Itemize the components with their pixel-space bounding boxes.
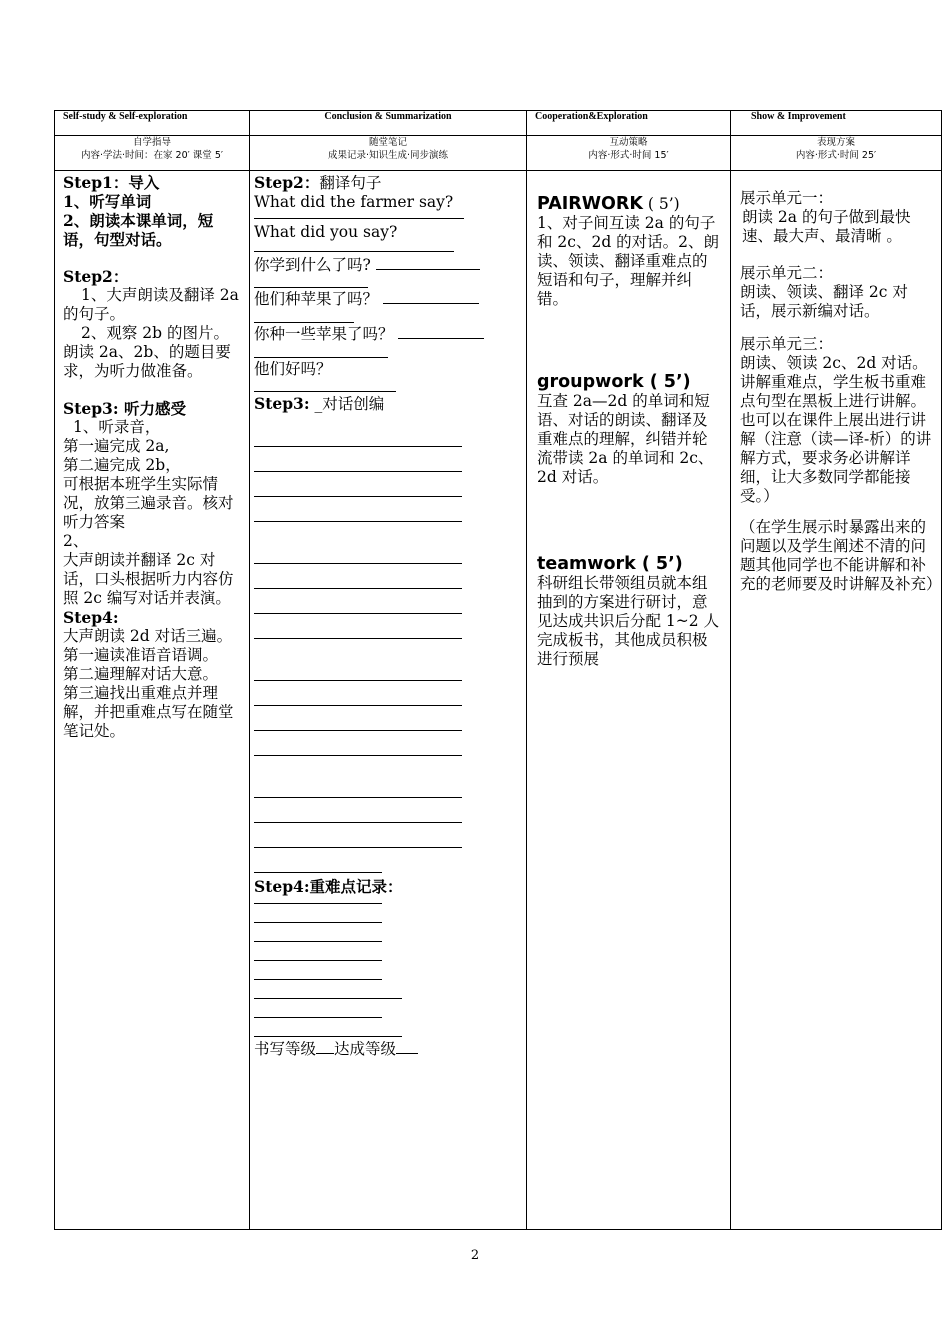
groupwork-text: 互查 2a—2d 的单词和短语、对话的朗读、翻译及重难点的理解，纠错并轮流带读 2a 的单词和 2c、2d 对话。	[537, 392, 714, 486]
show-cell	[731, 171, 942, 1230]
step4-line4: 第三遍找出重难点并理解，并把重难点写在随堂笔记处。	[63, 684, 234, 740]
subheader-self-study-line2: 内容·学法·时间：在家 20′ 课堂 5′	[80, 150, 224, 161]
writing-line[interactable]	[254, 1036, 402, 1037]
step3-line4: 可根据本班学生实际情况，放第三遍录音。核对听力答案	[63, 475, 234, 531]
step3-item2: 大声朗读并翻译 2c 对话，口头根据听力内容仿照 2c 编写对话并表演。	[63, 551, 234, 607]
teamwork-text: 科研组长带领组员就本组抽到的方案进行研讨，意见达成共识后分配 1~2 人完成板书，其他成员积极进行预展	[537, 574, 720, 668]
lesson-plan-table	[54, 110, 942, 1230]
writing-line[interactable]	[254, 588, 462, 589]
subheader-row	[55, 136, 942, 171]
step3-line3: 第二遍完成 2b，	[63, 456, 181, 474]
subheader-self-study-line1: 自学指导	[132, 137, 171, 148]
dialogue-lines-group2	[254, 563, 520, 639]
step4-line2: 第一遍读准语音语调。	[63, 646, 219, 664]
notes-step3-title: Step3:	[254, 394, 310, 413]
step2-item1: 1、大声朗读及翻译 2a 的句子。	[63, 286, 239, 323]
translate-q3: 你学到什么了吗?	[254, 256, 371, 274]
subheader-conclusion-line1: 随堂笔记	[368, 137, 407, 148]
writing-line[interactable]	[254, 822, 462, 823]
writing-line[interactable]	[254, 638, 462, 639]
subheader-cooperation-line1: 互动策略	[609, 137, 648, 148]
writing-line[interactable]	[254, 998, 402, 999]
translate-q5: 你种一些苹果了吗？	[254, 325, 394, 343]
translate-q4: 他们种苹果了吗？	[254, 290, 379, 308]
subheader-show-line2: 内容·形式·时间 25′	[795, 150, 877, 161]
writing-line[interactable]	[254, 613, 462, 614]
step1-item1: 1、听写单词	[63, 192, 152, 211]
answer-line[interactable]	[383, 302, 479, 304]
step4-line3: 第二遍理解对话大意。	[63, 665, 219, 683]
step2-title: Step2：	[63, 267, 129, 286]
subheader-cooperation-line2: 内容·形式·时间 15′	[588, 150, 669, 161]
notes-step4-title: Step4:重难点记录：	[254, 877, 403, 896]
teamwork-title: teamwork ( 5’)	[537, 554, 683, 574]
grade-blank[interactable]	[396, 1052, 418, 1054]
writing-line[interactable]	[254, 903, 382, 904]
writing-line[interactable]	[254, 496, 462, 497]
step3-title: Step3: 听力感受	[63, 399, 186, 418]
teacher-note: （在学生展示时暴露出来的问题以及学生阐述不清的问题其他同学也不能讲解和补充的老师要及时讲解及补充）	[740, 518, 942, 593]
answer-line[interactable]	[254, 357, 388, 358]
step4-title: Step4:	[63, 608, 119, 627]
dialogue-lines-group4	[254, 797, 520, 873]
writing-line[interactable]	[254, 847, 462, 848]
pairwork-title: PAIRWORK	[537, 194, 643, 214]
groupwork-title: groupwork ( 5’)	[537, 372, 691, 392]
header-cooperation: Cooperation&Exploration	[527, 111, 731, 136]
content-row	[55, 171, 942, 1230]
writing-line[interactable]	[254, 979, 382, 980]
subheader-show-line1: 表现方案	[816, 137, 855, 148]
writing-line[interactable]	[254, 755, 462, 756]
subheader-conclusion-line2: 成果记录·知识生成·同步演练	[327, 150, 449, 161]
unit2-title: 展示单元二：	[740, 264, 834, 282]
writing-line[interactable]	[254, 471, 462, 472]
step1-title: Step1：导入	[63, 173, 160, 192]
answer-line[interactable]	[254, 322, 354, 323]
self-study-cell	[55, 171, 250, 1230]
step4-line1: 大声朗读 2d 对话三遍。	[63, 627, 233, 645]
pairwork-text: 1、对子间互读 2a 的句子和 2c、2d 的对话。2、朗读、领读、翻译重难点的短语和句子，理解并纠错。	[537, 214, 720, 308]
subheader-show	[731, 136, 942, 171]
answer-line[interactable]	[398, 337, 484, 339]
writing-line[interactable]	[254, 563, 462, 564]
step3-item1: 1、听录音，	[73, 418, 161, 436]
dialogue-lines-group1	[254, 446, 520, 522]
unit1-text: 朗读 2a 的句子做到最快速、最大声、最清晰 。	[742, 208, 911, 245]
subheader-self-study	[55, 136, 250, 171]
answer-line[interactable]	[376, 268, 480, 270]
header-self-study: Self-study & Self-exploration	[55, 111, 250, 136]
writing-line[interactable]	[254, 797, 462, 798]
header-show: Show & Improvement	[731, 111, 942, 136]
step2-item2: 2、观察 2b 的图片。朗读 2a、2b、的题目要求，为听力做准备。	[63, 324, 231, 380]
notes-step3-sub: _对话创编	[314, 395, 385, 413]
writing-line[interactable]	[254, 1017, 382, 1018]
answer-line[interactable]	[254, 287, 368, 288]
writing-line[interactable]	[254, 521, 462, 522]
answer-line[interactable]	[254, 251, 454, 252]
header-conclusion: Conclusion & Summarization	[250, 111, 527, 136]
pairwork-time: ( 5’)	[642, 195, 680, 213]
unit1-title: 展示单元一：	[740, 189, 834, 207]
writing-grade-label: 书写等级	[254, 1040, 317, 1058]
writing-line[interactable]	[254, 922, 382, 923]
dialogue-lines-group3	[254, 680, 520, 756]
notes-cell	[250, 171, 527, 1230]
translate-q6: 他们好吗？	[254, 360, 332, 378]
writing-line[interactable]	[254, 730, 462, 731]
writing-line[interactable]	[254, 446, 462, 447]
step1-item2: 2、朗读本课单词，短语，句型对话。	[63, 211, 214, 249]
unit2-text: 朗读、领读、翻译 2c 对话，展示新编对话。	[740, 283, 908, 320]
achievement-grade-label: 达成等级	[334, 1040, 397, 1058]
writing-line[interactable]	[254, 960, 382, 961]
answer-line[interactable]	[254, 218, 464, 219]
writing-line[interactable]	[254, 680, 462, 681]
notes-step2-sub: 翻译句子	[319, 174, 382, 192]
page-number: 2	[470, 1248, 480, 1263]
step3-item2-num: 2、	[63, 532, 89, 550]
cooperation-cell	[527, 171, 731, 1230]
translate-q1: What did the farmer say?	[254, 193, 454, 211]
header-row	[55, 111, 942, 136]
grade-blank[interactable]	[316, 1052, 334, 1054]
subheader-conclusion	[250, 136, 527, 171]
notes-step2-title: Step2：	[254, 173, 320, 192]
unit3-title: 展示单元三：	[740, 335, 834, 353]
key-points-lines	[254, 903, 520, 1037]
writing-line[interactable]	[254, 872, 382, 873]
unit3-text: 朗读、领读 2c、2d 对话。讲解重难点，学生板书重难点句型在黑板上进行讲解。也可以在课件上展出进行讲解（注意（读—译-析）的讲解方式，要求务必讲解详细，让大多数同学都能接受。）	[740, 354, 932, 505]
answer-line[interactable]	[254, 391, 396, 392]
translate-q2: What did you say?	[254, 223, 398, 241]
writing-line[interactable]	[254, 705, 462, 706]
subheader-cooperation	[527, 136, 731, 171]
step3-line2: 第一遍完成 2a,	[63, 437, 170, 455]
writing-line[interactable]	[254, 941, 382, 942]
